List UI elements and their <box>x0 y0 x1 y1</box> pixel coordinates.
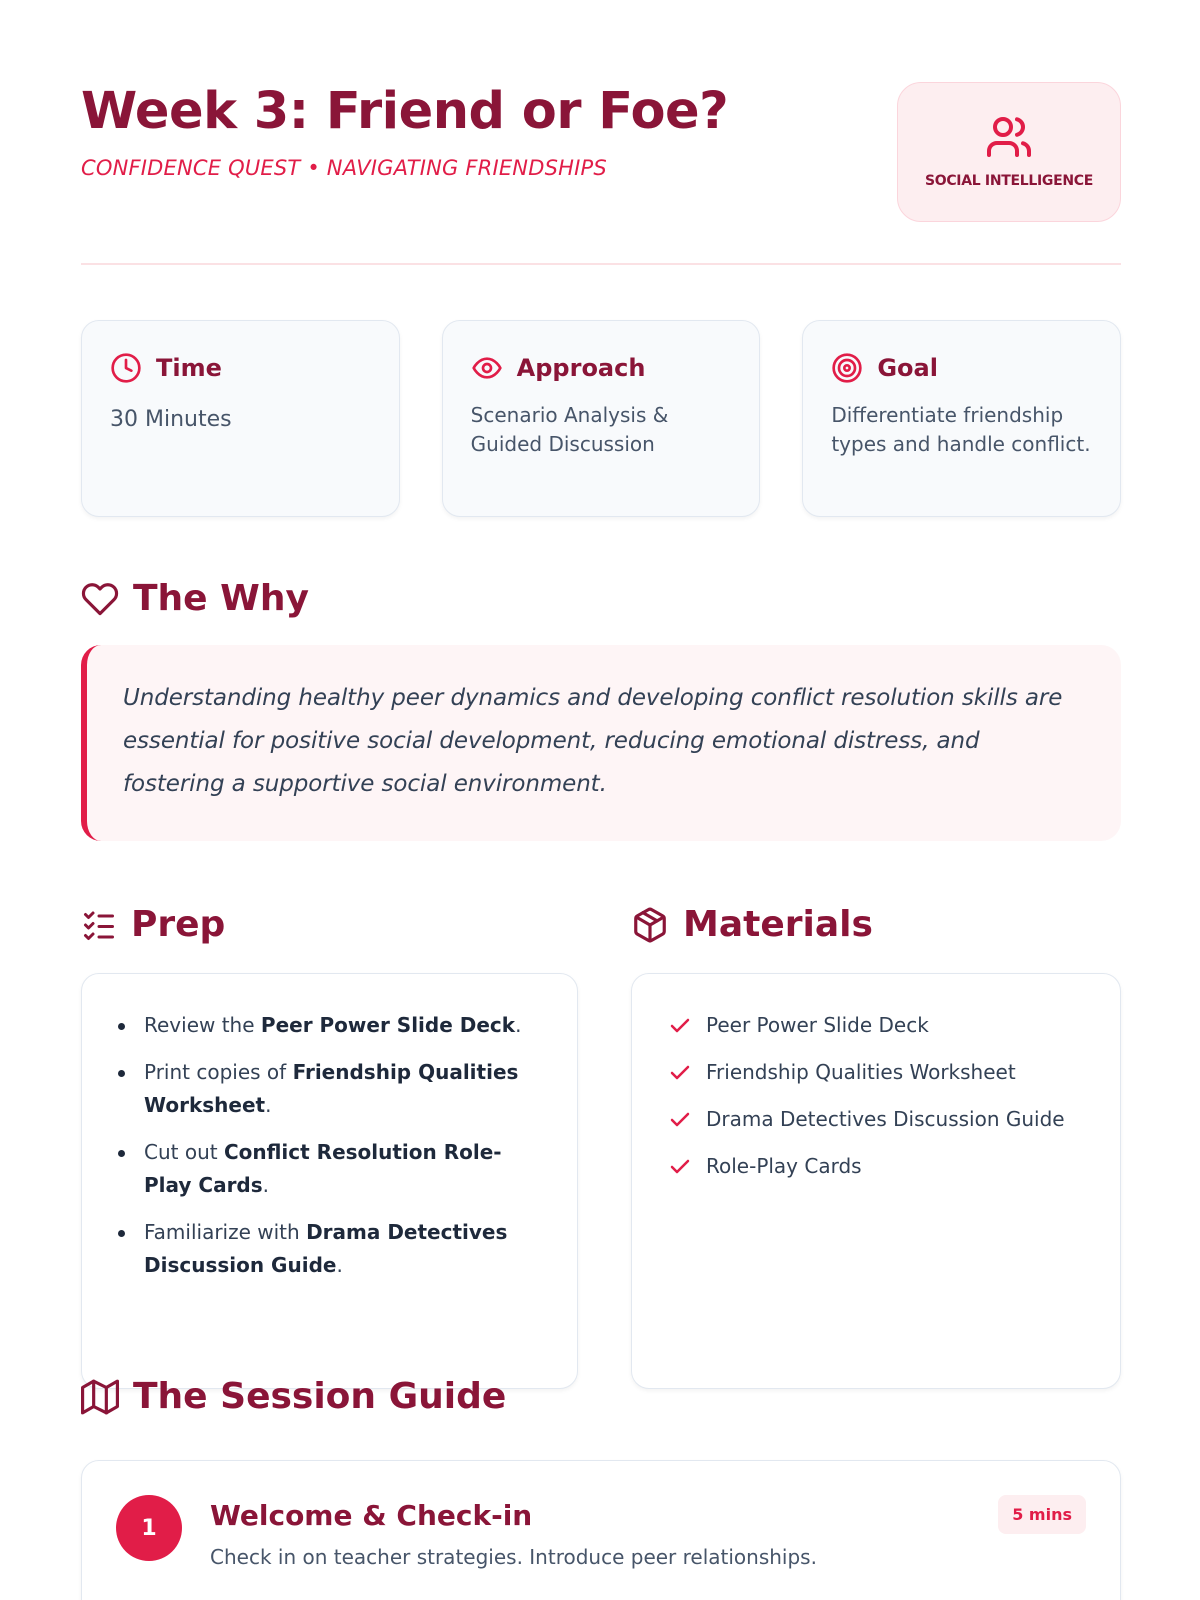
users-icon <box>983 113 1035 161</box>
checklist-icon <box>81 907 117 943</box>
prep-list <box>82 974 577 1282</box>
prep-heading <box>81 904 225 945</box>
materials-heading <box>631 904 873 945</box>
badge-label: SOCIAL INTELLIGENCE <box>924 173 1094 189</box>
time-label: Time <box>156 354 222 382</box>
materials-box <box>631 973 1121 1389</box>
page-subtitle: CONFIDENCE QUEST • NAVIGATING FRIENDSHIPS <box>81 156 607 180</box>
package-icon <box>631 906 669 944</box>
heart-icon <box>81 580 119 618</box>
time-value: 30 Minutes <box>110 407 232 432</box>
list-item: Peer Power Slide Deck <box>668 1009 1090 1042</box>
check-icon <box>668 1061 692 1085</box>
session-step <box>81 1460 1121 1600</box>
target-icon <box>831 352 863 384</box>
why-title: The Why <box>133 578 309 619</box>
approach-card <box>442 320 761 517</box>
goal-value: Differentiate friendship types and handle conflict. <box>831 403 1091 456</box>
social-intelligence-badge <box>897 82 1121 222</box>
list-item: Cut out Conflict Resolution Role-Play Cards. <box>118 1136 547 1202</box>
info-cards <box>81 320 1121 517</box>
goal-label: Goal <box>877 354 938 382</box>
time-card <box>81 320 400 517</box>
materials-list <box>632 974 1120 1183</box>
eye-icon <box>471 352 503 384</box>
list-item: Print copies of Friendship Qualities Worksheet. <box>118 1056 547 1122</box>
list-item: Review the Peer Power Slide Deck. <box>118 1009 547 1042</box>
approach-label: Approach <box>516 354 646 382</box>
step-duration-badge: 5 mins <box>998 1495 1086 1534</box>
list-item: Familiarize with Drama Detectives Discussion Guide. <box>118 1216 547 1282</box>
goal-card <box>802 320 1121 517</box>
approach-value: Scenario Analysis & Guided Discussion <box>470 403 669 456</box>
why-heading <box>81 578 309 619</box>
materials-title: Materials <box>683 904 873 945</box>
check-icon <box>668 1155 692 1179</box>
map-icon <box>81 1378 119 1416</box>
prep-box <box>81 973 578 1389</box>
check-icon <box>668 1014 692 1038</box>
list-item: Role-Play Cards <box>668 1150 1090 1183</box>
list-item: Drama Detectives Discussion Guide <box>668 1103 1090 1136</box>
step-description: Check in on teacher strategies. Introduce peer relationships. <box>210 1545 817 1569</box>
why-text: Understanding healthy peer dynamics and developing conflict resolution skills are essential for positive social development, reducing emotional distress, and fostering a supportive social environment. <box>123 685 1063 797</box>
clock-icon <box>110 352 142 384</box>
step-number: 1 <box>116 1495 182 1561</box>
check-icon <box>668 1108 692 1132</box>
why-callout <box>81 645 1121 841</box>
list-item: Friendship Qualities Worksheet <box>668 1056 1090 1089</box>
page-title: Week 3: Friend or Foe? <box>81 82 729 141</box>
session-title: The Session Guide <box>133 1376 507 1417</box>
step-title: Welcome & Check-in <box>210 1499 533 1532</box>
session-heading <box>81 1376 506 1417</box>
prep-title: Prep <box>131 904 226 945</box>
header-divider <box>81 263 1121 265</box>
page-header <box>81 82 1121 189</box>
